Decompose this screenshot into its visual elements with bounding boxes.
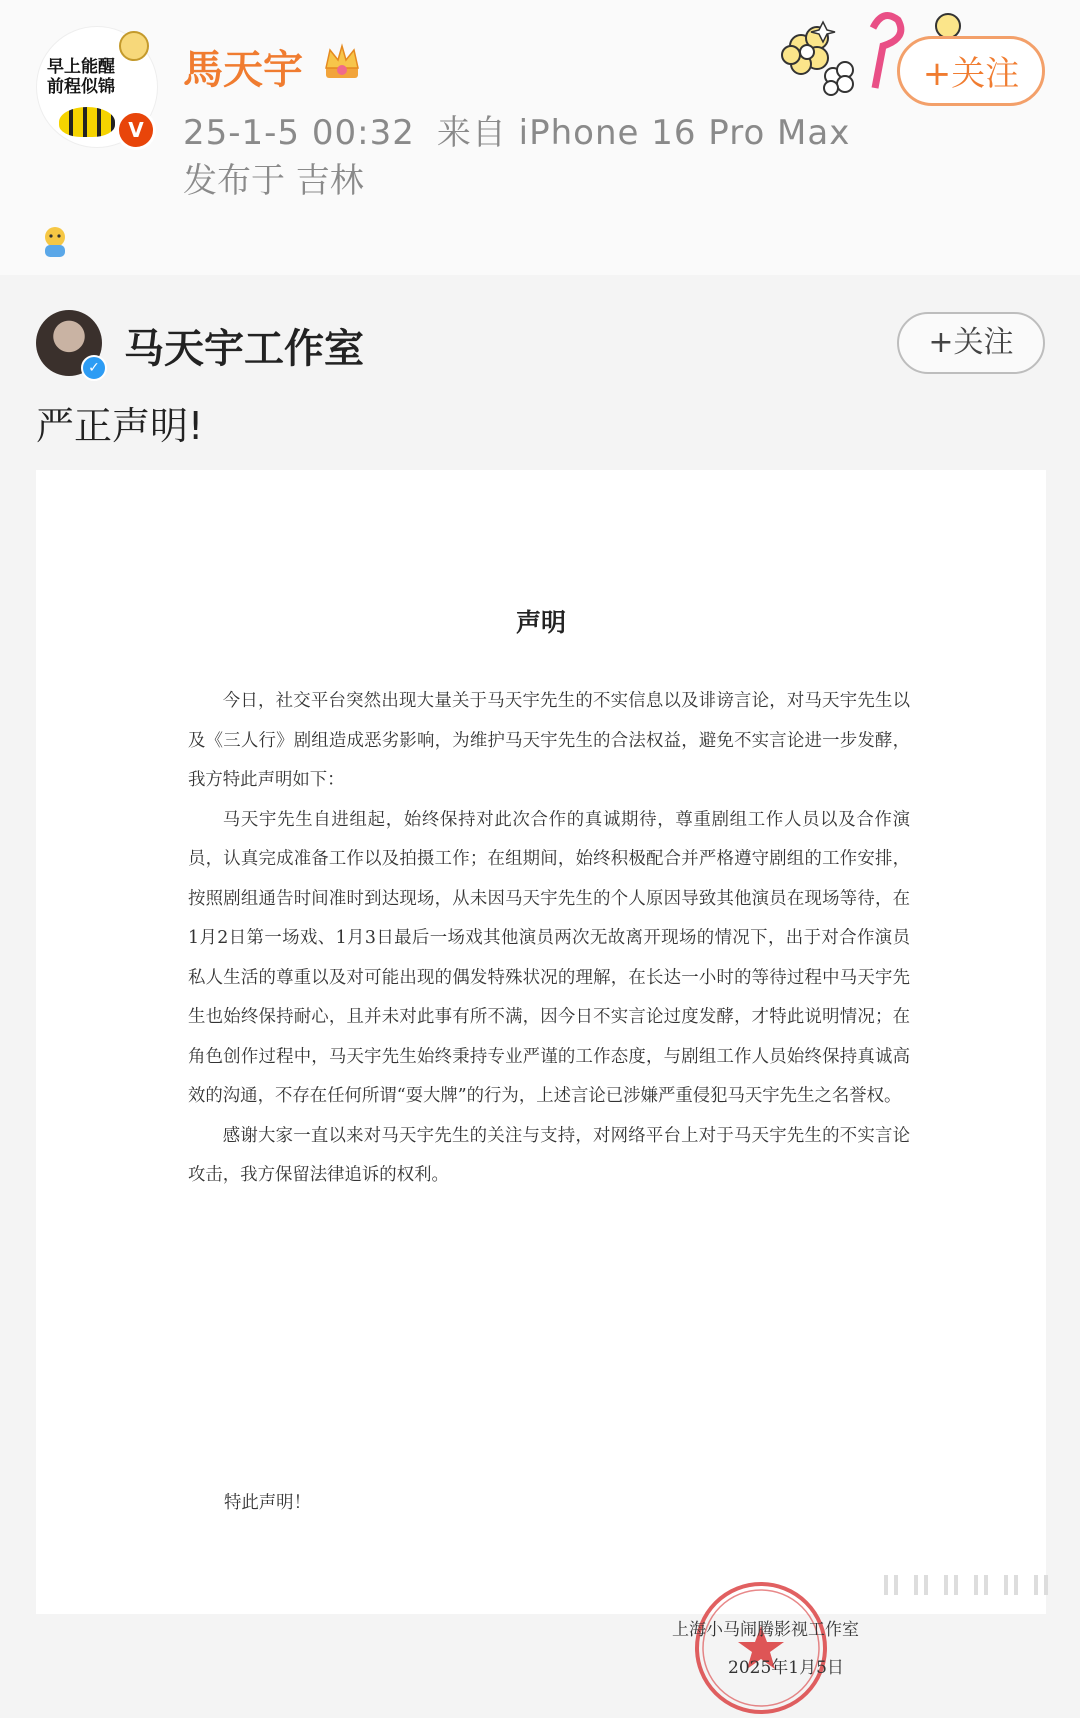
document-paragraph: 感谢大家一直以来对马天宇先生的关注与支持，对网络平台上对于马天宇先生的不实言论攻击，我方保留法律追诉的权利。 <box>188 1125 910 1185</box>
statement-document <box>36 470 1046 1678</box>
avatar-slogan: 早上能醒 前程似锦 <box>47 57 115 97</box>
official-seal-icon <box>691 1578 831 1718</box>
watermark-bars-icon <box>884 1573 1074 1597</box>
post-source: 来自 iPhone 16 Pro Max <box>436 113 851 153</box>
bee-illustration <box>59 107 115 137</box>
crown-icon <box>322 44 362 82</box>
post-meta <box>183 105 850 154</box>
username[interactable]: 馬天宇 <box>183 47 303 93</box>
repost-card <box>0 275 1080 1678</box>
follow-button[interactable]: +关注 <box>897 36 1045 106</box>
studio-avatar[interactable] <box>36 310 102 376</box>
repost-follow-button[interactable]: +关注 <box>897 312 1045 374</box>
emoji-icon <box>38 225 72 259</box>
document-body <box>188 682 910 1196</box>
document-signer: 上海小马闹腾影视工作室 <box>672 1620 859 1640</box>
post-location: 发布于 吉林 <box>183 161 364 201</box>
document-paragraph: 马天宇先生自进组起，始终保持对此次合作的真诚期待，尊重剧组工作人员以及合作演员，认真完成准备工作以及拍摄工作；在组期间，始终积极配合并严格遵守剧组的工作安排，按照剧组通告时间准时到达现场，从未因马天宇先生的个人原因导致其他演员在现场等待，在1月2日第一场戏、1月3日最后一场戏其他演员两次无故离开现场的情况下，出于对合作演员私人生活的尊重以及对可能出现的偶发特殊状况的理解，在长达一小时的等待过程中马天宇先生也始终保持耐心，且并未对此事有所不满，因今日不实言论过度发酵，才特此说明情况；在角色创作过程中，马天宇先生始终秉持专业严谨的工作态度，与剧组工作人员始终保持真诚高效的沟通，不存在任何所谓“耍大牌”的行为，上述言论已涉嫌严重侵犯马天宇先生之名誉权。 <box>188 809 910 1106</box>
verified-badge-icon: ✓ <box>81 355 107 381</box>
document-date: 2025年1月5日 <box>728 1658 844 1678</box>
statement-image[interactable] <box>36 470 1046 1678</box>
repost-text: 严正声明! <box>36 404 204 448</box>
post-header <box>0 0 1080 275</box>
post-timestamp: 25-1-5 00:32 <box>183 113 415 153</box>
repost-author-name[interactable]: 马天宇工作室 <box>124 326 364 372</box>
document-paragraph: 今日，社交平台突然出现大量关于马天宇先生的不实信息以及诽谤言论，对马天宇先生以及《三人行》剧组造成恶劣影响，为维护马天宇先生的合法权益，避免不实言论进一步发酵，我方特此声明如下： <box>188 691 910 790</box>
verified-badge-icon: V <box>116 110 156 150</box>
document-title: 声明 <box>515 608 566 637</box>
document-closing: 特此声明！ <box>224 1493 311 1513</box>
